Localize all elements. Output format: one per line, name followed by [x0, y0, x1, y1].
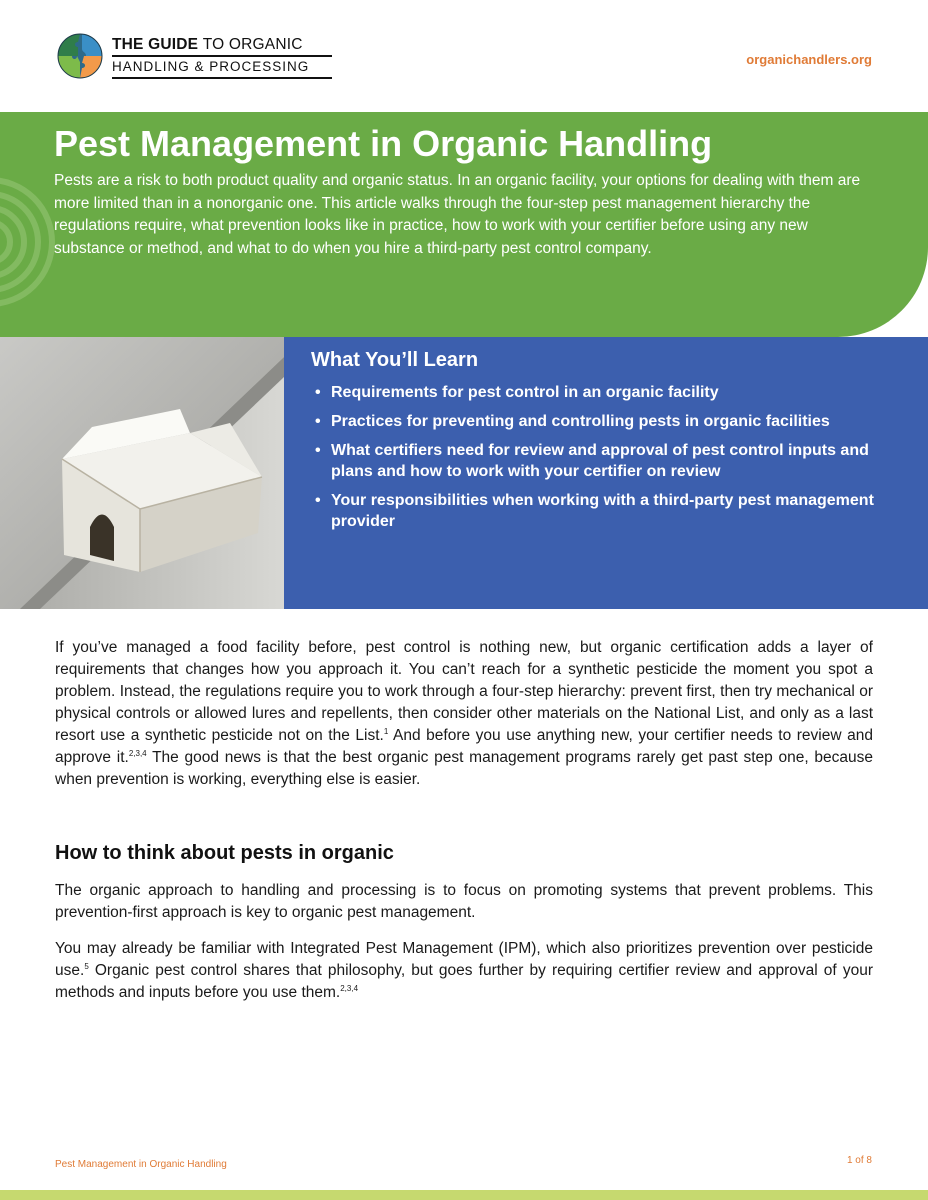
concentric-arcs-decoration	[0, 112, 60, 337]
footnote-ref[interactable]: 2,3,4	[340, 983, 359, 993]
footnote-ref[interactable]: 5	[84, 961, 89, 971]
learn-list	[311, 382, 891, 540]
body-paragraph-intro: If you’ve managed a food facility before, pest control is nothing new, but organic certification adds a layer of requirements that changes how you approach it. You can’t reach for a synthetic pesticide the moment you spot a problem. Instead, the regulations require you to work through a four-step hierarchy: prevent first, then try mechanical or physical controls or allowed lures and repellents, then consider other materials on the National List, and only as a last resort use a synthetic pesticide not on the List.$^1$ And before you use anything new, your certifier needs to review and approve it.$^{2,3,4}$ The good news is that the best organic pest management programs rarely get past step one, because when prevention is working, everything else is easier.	[55, 639, 873, 788]
logo-title: THE GUIDE TO ORGANIC	[112, 36, 303, 53]
bait-station-photo	[0, 337, 284, 609]
body-paragraph-ipm: You may already be familiar with Integrated Pest Management (IPM), which also prioritizes prevention over pesticide use.$^5$ Organic pest control shares that philosophy, but goes further by requiring certifier review and approval of your methods and inputs before you use them.$^{2,3,4}$	[55, 940, 873, 1001]
section-heading: How to think about pests in organic	[55, 842, 394, 864]
footer-bar	[0, 1190, 928, 1200]
bullet-icon: •	[315, 384, 321, 401]
footnote-ref[interactable]: 2,3,4	[128, 748, 147, 758]
logo-underline	[112, 77, 332, 79]
globe-puzzle-icon	[56, 32, 104, 80]
site-url-link[interactable]: organichandlers.org	[746, 52, 872, 67]
body-paragraph-prevention: The organic approach to handling and processing is to focus on promoting systems that prevent problems. This prevention-first approach is key to organic pest management.	[55, 882, 873, 921]
footnote-ref[interactable]: 1	[383, 726, 389, 736]
logo-subtitle: HANDLING & PROCESSING	[112, 59, 310, 74]
intro-paragraph: Pests are a risk to both product quality and organic status. In an organic facility, your options for dealing with them are more limited than in a nonorganic one. This article walks through the four-step pest management hierarchy the regulations require, what prevention looks like in practice, how to work with your certifier before using any new substance or method, and what to do when you hire a third-party pest control company.	[54, 172, 861, 257]
logo-divider	[112, 55, 332, 57]
bullet-icon: •	[315, 442, 321, 459]
footer-title: Pest Management in Organic Handling	[55, 1159, 227, 1170]
bullet-icon: •	[315, 492, 321, 509]
title-banner	[0, 112, 928, 337]
learn-heading: What You’ll Learn	[311, 349, 479, 371]
learn-item: • Practices for preventing and controlling pests in organic facilities	[315, 413, 830, 430]
learn-item: • Requirements for pest control in an organic facility	[315, 384, 719, 401]
what-youll-learn-box	[284, 337, 928, 609]
cardboard-trap-image	[0, 337, 284, 609]
learn-item: • What certifiers need for review and approval of pest control inputs and plans and how to work with your certifier on review	[315, 442, 869, 480]
page-title: Pest Management in Organic Handling	[54, 123, 713, 164]
page-number: 1 of 8	[846, 1155, 872, 1166]
bullet-icon: •	[315, 413, 321, 430]
logo[interactable]	[56, 32, 336, 82]
learn-item: • Your responsibilities when working with a third-party pest management provider	[315, 492, 874, 530]
